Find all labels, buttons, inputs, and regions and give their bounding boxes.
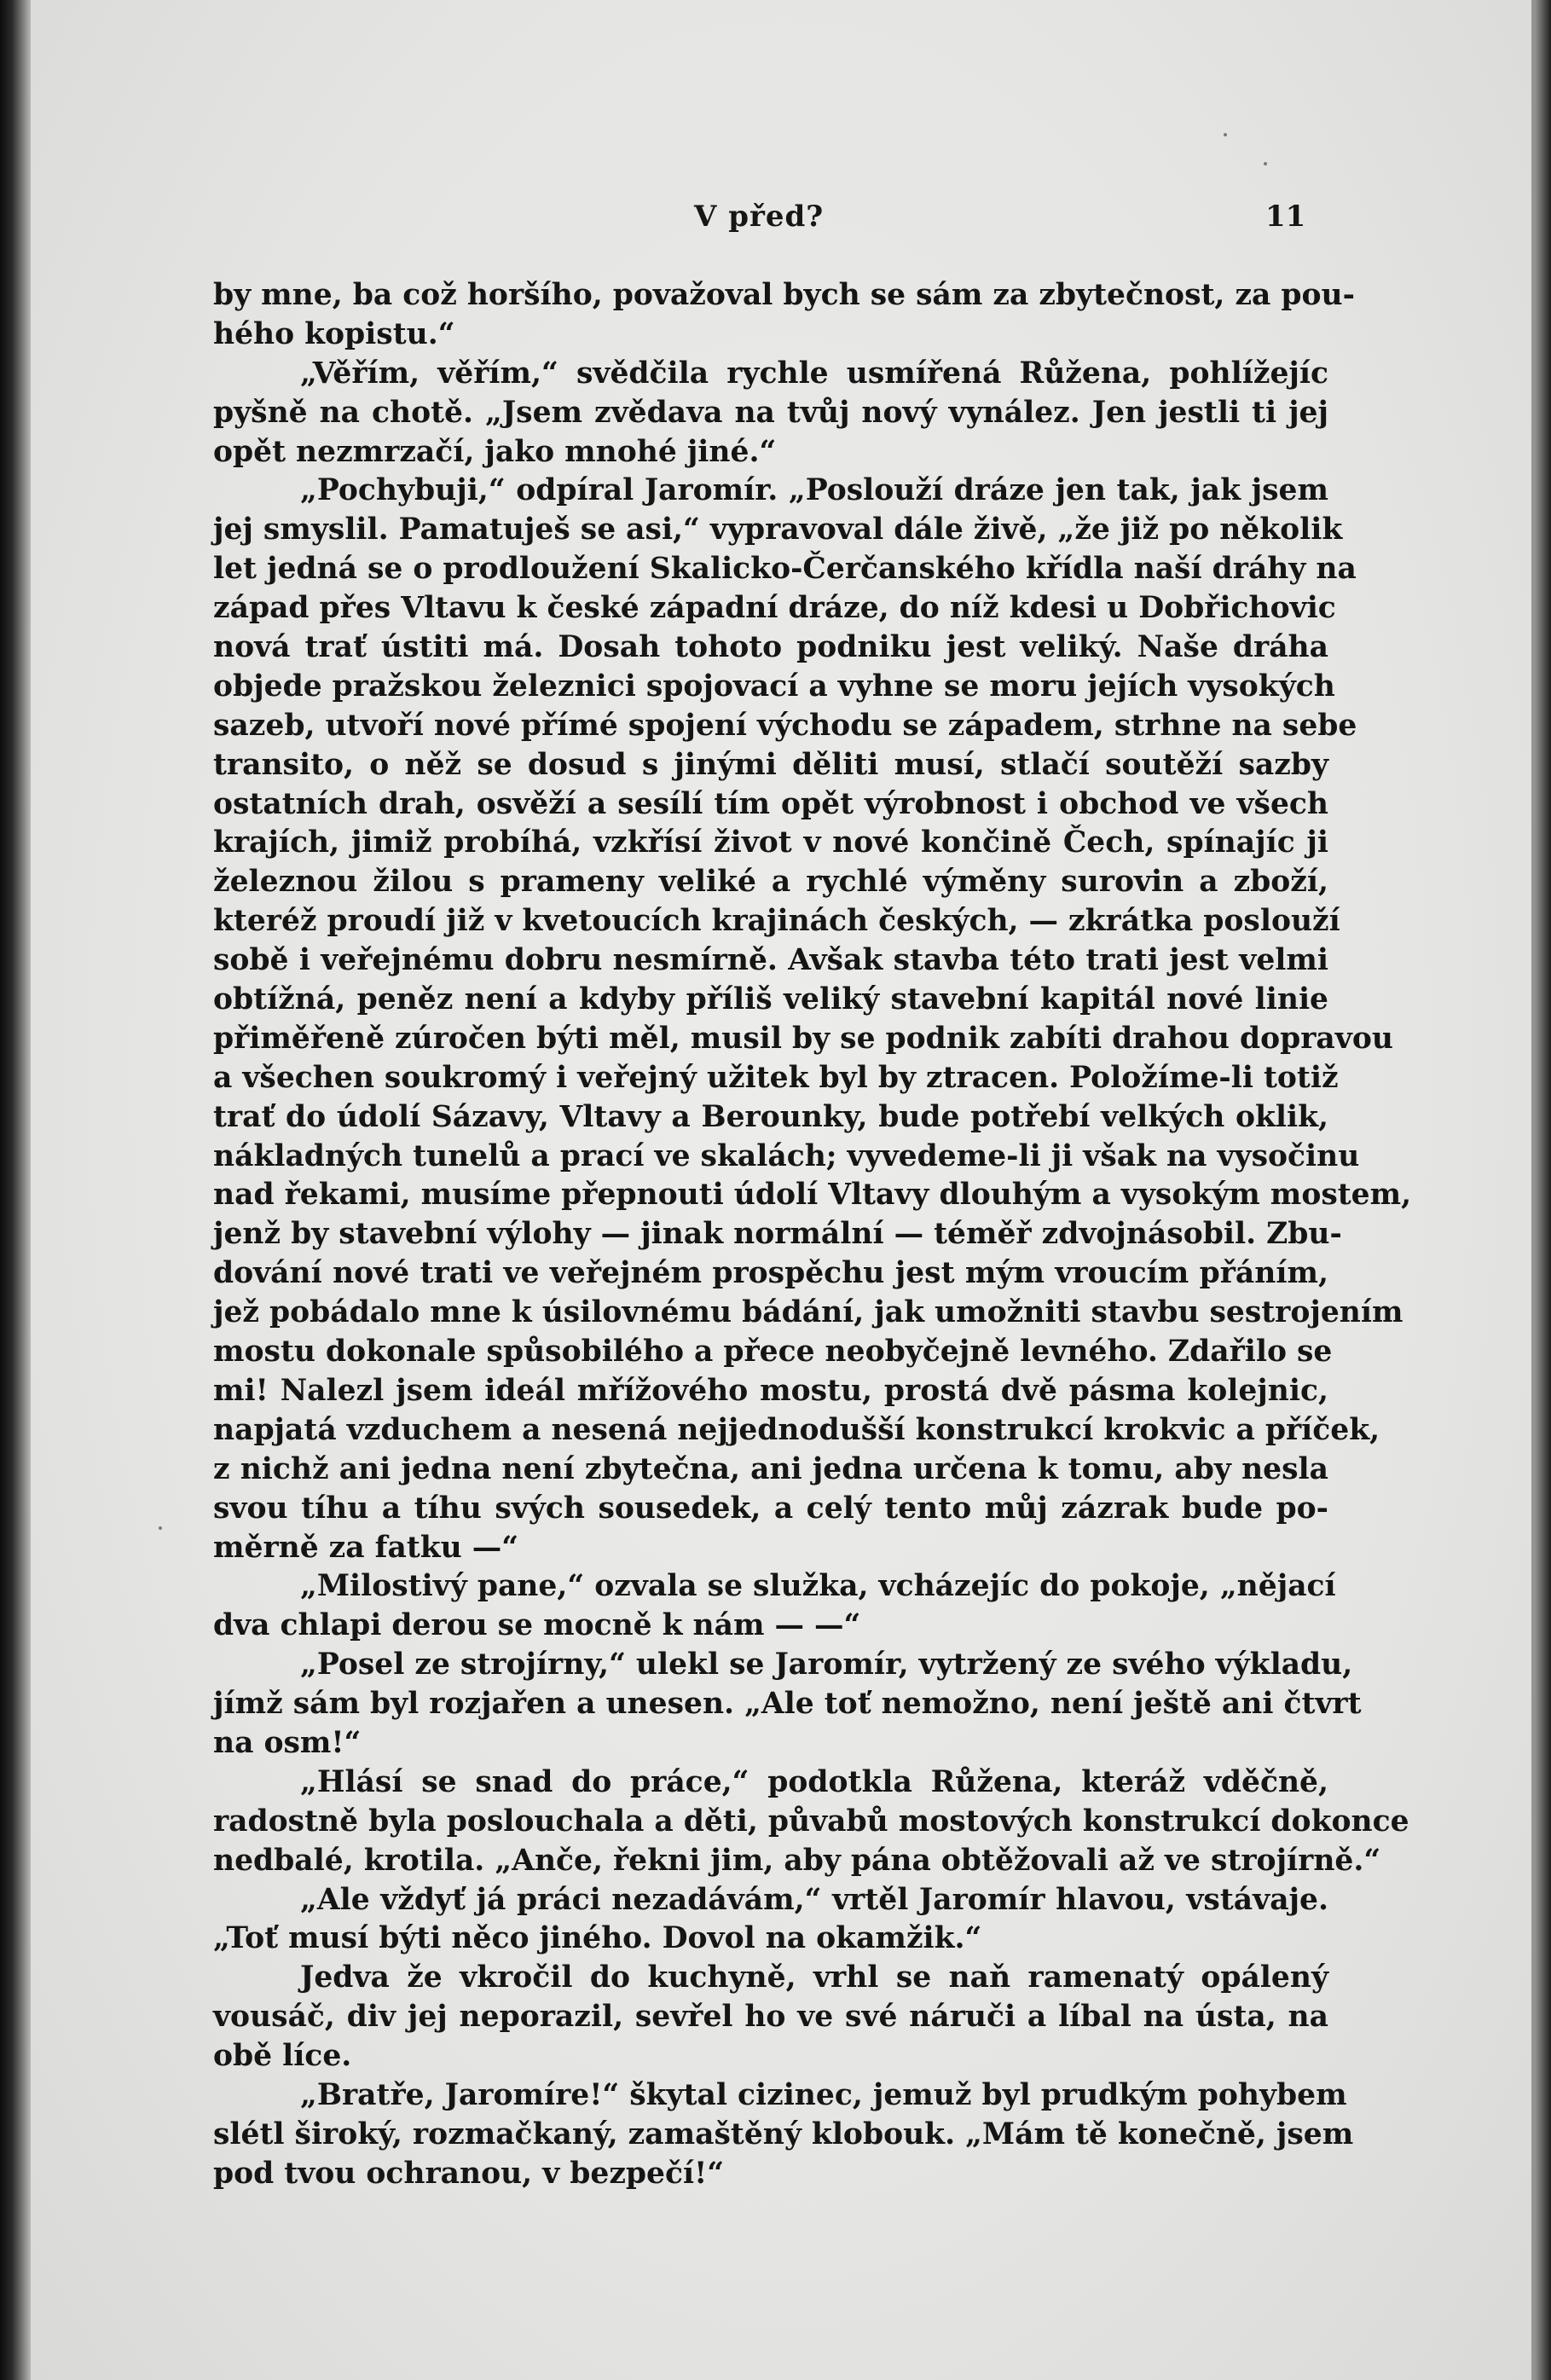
scan-speck: [159, 1526, 162, 1530]
text-line: na osm!“: [213, 1725, 362, 1760]
text-line: jenž by stavební výlohy — jinak normální — téměř zdvojnásobil. Zbu-: [213, 1217, 1342, 1252]
text-line: „Hlásí se snad do práce,“ podotkla Růžena, kteráž vděčně,: [300, 1764, 1328, 1799]
book-page: [31, 0, 1531, 2380]
text-line: trať do údolí Sázavy, Vltavy a Berounky, bude potřebí velkých oklik,: [213, 1099, 1328, 1134]
text-line: sobě i veřejnému dobru nesmírně. Avšak stavba této trati jest velmi: [213, 943, 1328, 978]
text-line: dování nové trati ve veřejném prospěchu jest mým vroucím přáním,: [213, 1256, 1328, 1291]
text-line: obtížná, peněz není a kdyby příliš veliký stavební kapitál nové linie: [213, 982, 1328, 1017]
text-line: přiměřeně zúročen býti měl, musil by se podnik zabíti drahou dopravou: [213, 1021, 1393, 1056]
text-line: sazeb, utvoří nové přímé spojení východu se západem, strhne na sebe: [213, 708, 1357, 743]
text-line: kteréž proudí již v kvetoucích krajinách českých, — zkrátka poslouží: [213, 904, 1340, 939]
text-line: železnou žilou s prameny veliké a rychlé výměny surovin a zboží,: [213, 865, 1328, 900]
text-line: vousáč, div jej neporazil, sevřel ho ve své náruči a líbal na ústa, na: [213, 2000, 1328, 2035]
text-line: a všechen soukromý i veřejný užitek byl by ztracen. Položíme-li totiž: [213, 1060, 1339, 1095]
text-line: nad řekami, musíme přepnouti údolí Vltavy dlouhým a vysokým mostem,: [213, 1178, 1412, 1213]
text-line: krajích, jimiž probíhá, vzkřísí život v nové končině Čech, spínajíc ji: [213, 825, 1328, 860]
text-line: pod tvou ochranou, v bezpečí!“: [213, 2156, 725, 2191]
text-line: nová trať ústiti má. Dosah tohoto podniku jest veliký. Naše dráha: [213, 630, 1328, 665]
text-line: jež pobádalo mne k úsilovnému bádání, jak umožniti stavbu sestrojením: [213, 1295, 1403, 1330]
text-line: „Toť musí býti něco jiného. Dovol na okamžik.“: [213, 1921, 982, 1956]
text-line: jímž sám byl rozjařen a unesen. „Ale toť nemožno, není ještě ani čtvrt: [213, 1687, 1362, 1722]
text-line: let jedná se o prodloužení Skalicko-Čerčanského křídla naší dráhy na: [213, 552, 1357, 587]
text-line: nedbalé, krotila. „Anče, řekni jim, aby pána obtěžovali až ve strojírně.“: [213, 1843, 1381, 1878]
text-line: mi! Nalezl jsem ideál mřížového mostu, prostá dvě pásma kolejnic,: [213, 1373, 1328, 1408]
running-title: V před?: [694, 200, 825, 234]
text-line: transito, o něž se dosud s jinými děliti musí, stlačí soutěží sazby: [213, 747, 1328, 782]
text-line: nákladných tunelů a prací ve skalách; vyvedeme-li ji však na vysočinu: [213, 1138, 1360, 1173]
text-line: pyšně na chotě. „Jsem zvědava na tvůj nový vynález. Jen jestli ti jej: [213, 395, 1328, 430]
page-header: [31, 200, 1531, 242]
text-line: „Věřím, věřím,“ svědčila rychle usmířená Růžena, pohlížejíc: [300, 356, 1328, 391]
scan-speck: [1264, 162, 1267, 165]
text-line: západ přes Vltavu k české západní dráze, do níž kdesi u Dobřichovic: [213, 591, 1336, 626]
text-line: svou tíhu a tíhu svých sousedek, a celý tento můj zázrak bude po-: [213, 1491, 1328, 1526]
text-line: měrně za fatku —“: [213, 1530, 519, 1565]
text-line: napjatá vzduchem a nesená nejjednodušší konstrukcí krokvic a příček,: [213, 1412, 1380, 1447]
text-line: jej smyslil. Pamatuješ se asi,“ vypravoval dále živě, „že již po několik: [213, 512, 1343, 547]
text-line: „Pochybuji,“ odpíral Jaromír. „Poslouží dráze jen tak, jak jsem: [300, 473, 1328, 508]
page-number: 11: [1265, 200, 1306, 234]
text-line: slétl široký, rozmačkaný, zamaštěný klobouk. „Mám tě konečně, jsem: [213, 2117, 1354, 2151]
text-line: mostu dokonale spůsobilého a přece neobyčejně levného. Zdařilo se: [213, 1335, 1333, 1370]
text-line: hého kopistu.“: [213, 316, 455, 351]
text-line: Jedva že vkročil do kuchyně, vrhl se naň ramenatý opálený: [300, 1960, 1328, 1995]
scan-speck: [1224, 133, 1227, 136]
text-line: objede pražskou železnici spojovací a vyhne se moru jejích vysokých: [213, 669, 1335, 704]
text-line: „Ale vždyť já práci nezadávám,“ vrtěl Jaromír hlavou, vstávaje.: [300, 1882, 1328, 1917]
text-line: opět nezmrzačí, jako mnohé jiné.“: [213, 434, 777, 469]
body-text: [213, 276, 1412, 2194]
text-line: „Milostivý pane,“ ozvala se služka, vcházejíc do pokoje, „nějací: [300, 1569, 1336, 1604]
text-line: „Bratře, Jaromíre!“ škytal cizinec, jemuž byl prudkým pohybem: [300, 2077, 1347, 2112]
text-line: „Posel ze strojírny,“ ulekl se Jaromír, vytržený ze svého výkladu,: [300, 1647, 1353, 1682]
text-line: radostně byla poslouchala a děti, půvabů mostových konstrukcí dokonce: [213, 1804, 1409, 1839]
text-line: dva chlapi derou se mocně k nám — —“: [213, 1608, 861, 1643]
text-line: ostatních drah, osvěží a sesílí tím opět výrobnost i obchod ve všech: [213, 786, 1328, 821]
text-line: by mne, ba což horšího, považoval bych se sám za zbytečnost, za pou-: [213, 278, 1355, 312]
text-line: z nichž ani jedna není zbytečna, ani jedna určena k tomu, aby nesla: [213, 1451, 1328, 1486]
text-line: obě líce.: [213, 2039, 352, 2074]
